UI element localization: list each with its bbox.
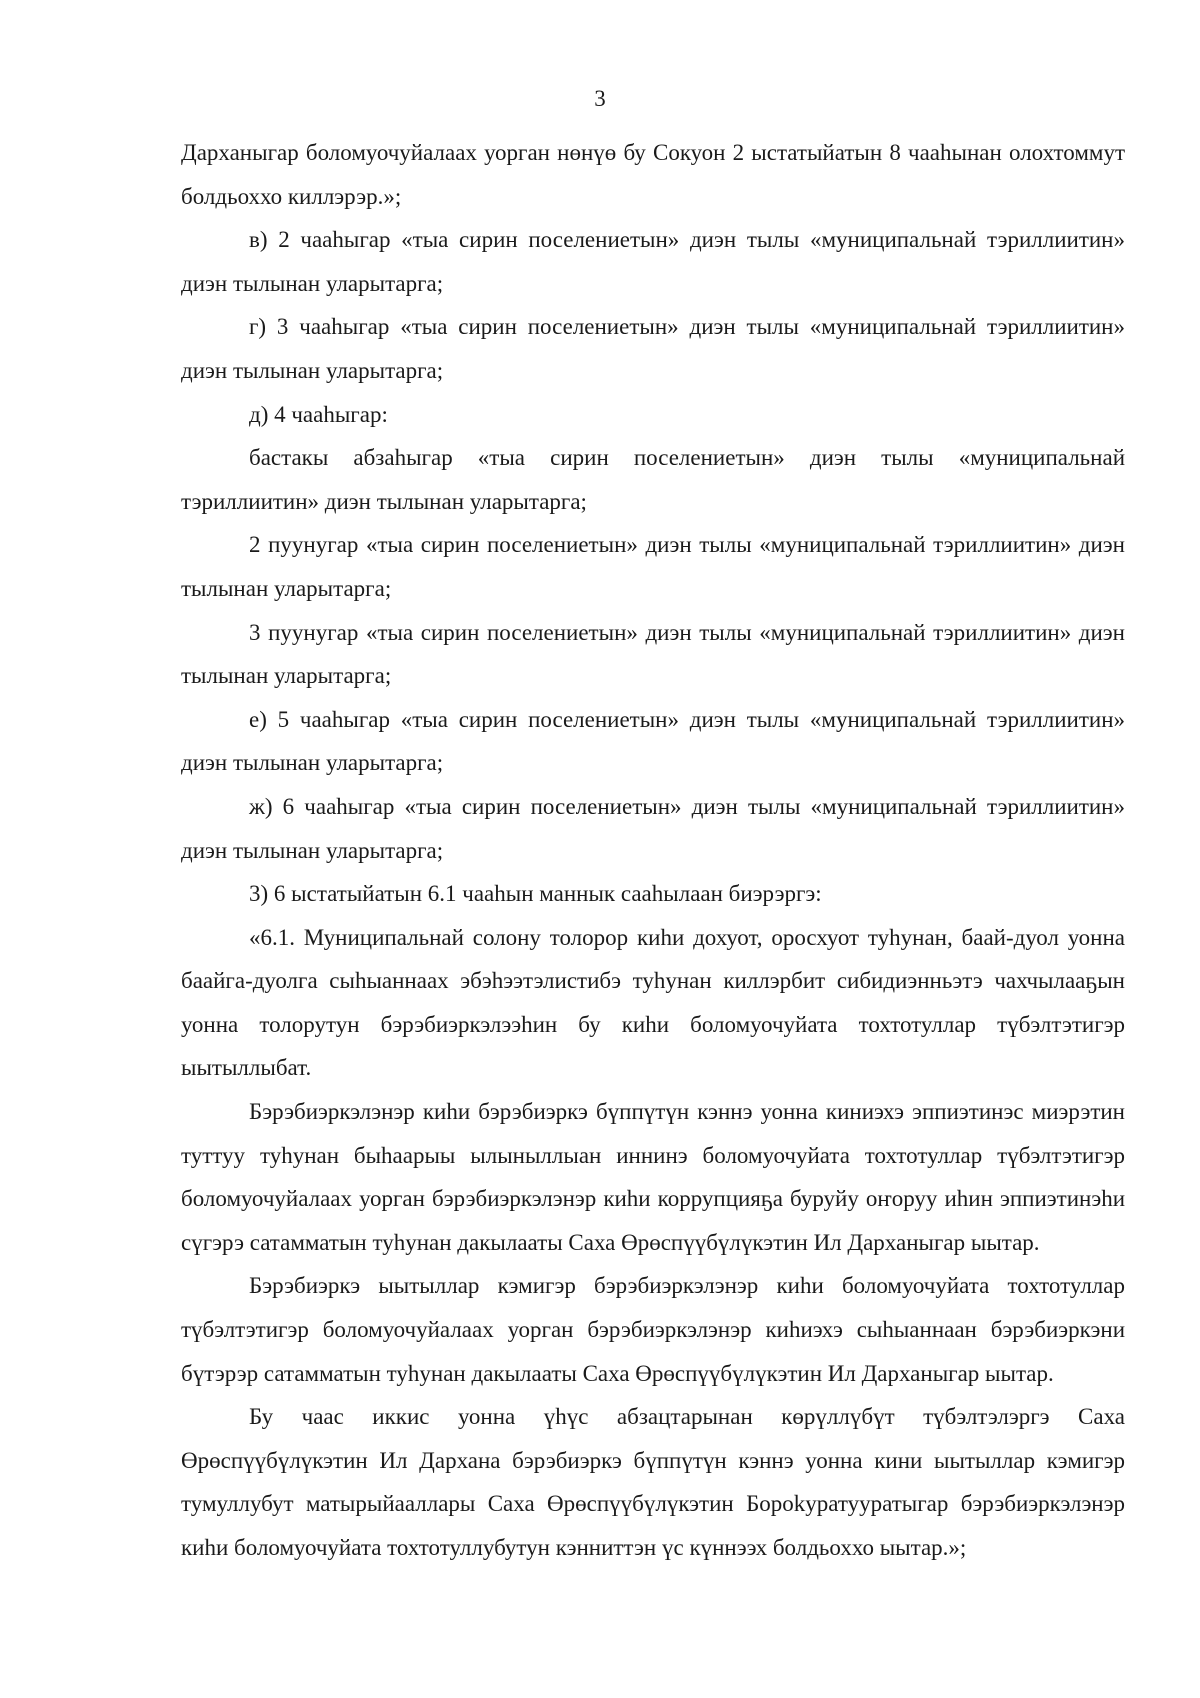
page-number: 3 [594, 86, 606, 111]
document-body [181, 131, 1125, 1570]
paragraph-closing: Бу чаас иккис уонна үһүс абзацтарынан көрүллүбүт түбэлтэлэргэ Саха Өрөспүүбүлүкэтин Ил Дархана бэрэбиэркэ бүппүтүн кэннэ уонна кини ыытыллар кэмигэр тумуллубут матырыйааллары Саха Өрөспүүбүлүкэтин Бороkуратууратыгар бэрэбиэркэлэнэр киһи боломуочуйата тохтотуллубутун кэнниттэн үс күннээх болдьоххо ыытар.»; [181, 1404, 1125, 1560]
paragraph-verification-end: Бэрэбиэркэлэнэр киһи бэрэбиэркэ бүппүтүн кэннэ уонна киниэхэ эппиэтинэс миэрэтин туттуу туһунан быһаарыы ылыныллыан иннинэ боломуочуйата тохтотуллар түбэлтэтигэр боломуочуйалаах уорган бэрэбиэркэлэнэр киһи коррупцияҕа буруйу оҥоруу иһин эппиэтинэһи сүгэрэ сатамматын туһунан дакылааты Саха Өрөспүүбүлүкэтин Ил Дарханыгар ыытар. [181, 1099, 1125, 1255]
paragraph-subitem-first-abzac: бастакы абзаһыгар «тыа сирин поселениетын» диэн тылы «муниципальнай тэриллиитин» диэн тылынан уларытарга; [181, 445, 1125, 514]
paragraph-item-d: д) 4 чааһыгар: [249, 401, 388, 427]
paragraph-subitem-punkt-2: 2 пуунугар «тыа сирин поселениетын» диэн тылы «муниципальнай тэриллиитин» диэн тылынан уларытарга; [181, 532, 1125, 601]
paragraph-subitem-punkt-3: 3 пуунугар «тыа сирин поселениетын» диэн тылы «муниципальнай тэриллиитин» диэн тылынан уларытарга; [181, 619, 1125, 689]
paragraph-item-zh: ж) 6 чааһыгар «тыа сирин поселениетын» диэн тылы «муниципальнай тэриллиитин» диэн тылынан уларытарга; [181, 793, 1125, 863]
paragraph-continuation: Дарханыгар боломуочуйалаах уорган нөнүө бу Сокуон 2 ыстатыйатын 8 чааһынан олохтоммут болдьоххо киллэрэр.»; [181, 140, 1125, 209]
paragraph-item-v: в) 2 чааһыгар «тыа сирин поселениетын» диэн тылы «муниципальнай тэриллиитин» диэн тылынан уларытарга; [181, 227, 1125, 296]
paragraph-verification-period: Бэрэбиэркэ ыытыллар кэмигэр бэрэбиэркэлэнэр киһи боломуочуйата тохтотуллар түбэлтэтигэр боломуочуйалаах уорган бэрэбиэркэлэнэр киһиэхэ сыһыаннаан бэрэбиэркэни бүтэрэр сатамматын туһунан дакылааты Саха Өрөспүүбүлүкэтин Ил Дарханыгар ыытар. [181, 1273, 1125, 1386]
paragraph-item-3: 3) 6 ыстатыйатын 6.1 чааһын маннык сааһылаан биэрэргэ: [249, 881, 822, 907]
paragraph-item-g: г) 3 чааһыгар «тыа сирин поселениетын» диэн тылы «муниципальнай тэриллиитин» диэн тылынан уларытарга; [181, 314, 1125, 383]
paragraph-item-e: е) 5 чааһыгар «тыа сирин поселениетын» диэн тылы «муниципальнай тэриллиитин» диэн тылынан уларытарга; [181, 706, 1125, 776]
paragraph-section-6-1: «6.1. Муниципальнай солону толорор киһи дохуот, оросхуот туһунан, баай-дуол уонна баайга-дуолга сыһыаннаах эбэһээтэлистибэ туһунан киллэрбит сибидиэнньэтэ чахчылааҕын уонна толорутун бэрэбиэркэлээһин бу киһи боломуочуйата тохтотуллар түбэлтэтигэр ыытыллыбат. [181, 924, 1125, 1081]
